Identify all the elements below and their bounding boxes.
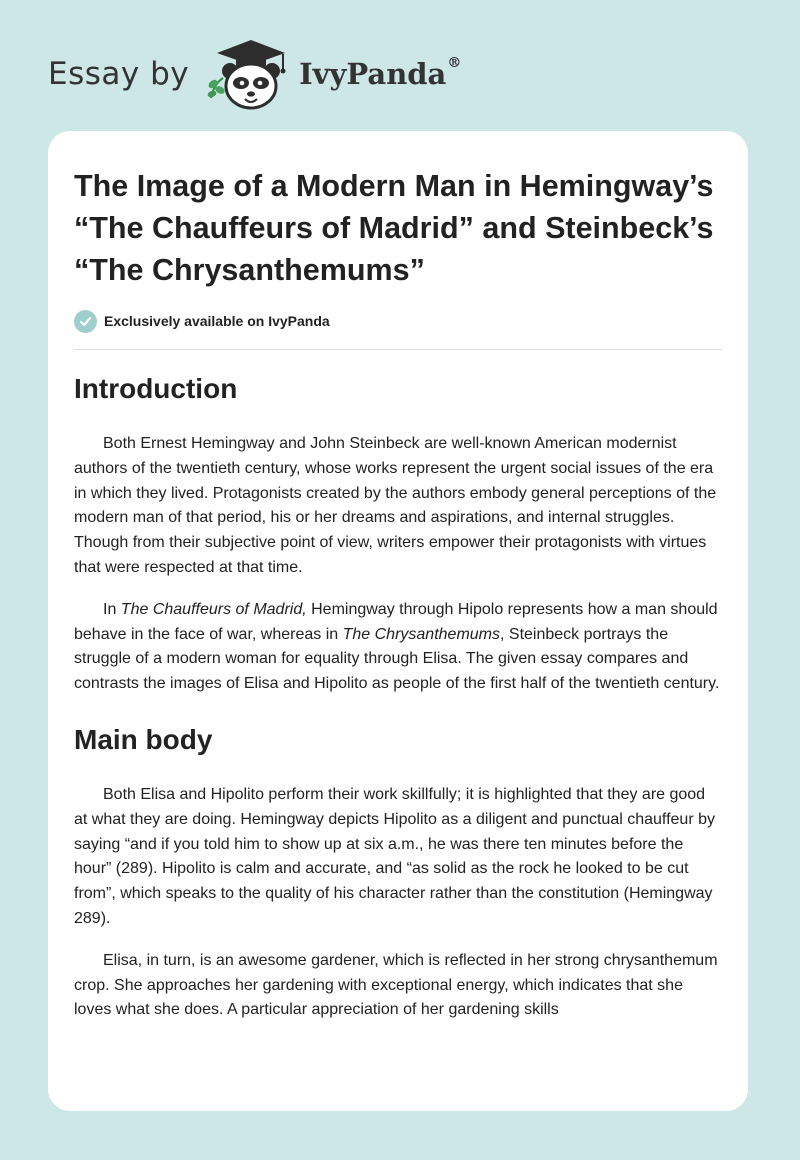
brand-text: IvyPanda <box>299 57 447 91</box>
essay-card <box>48 131 748 1111</box>
registered-mark: ® <box>447 55 462 71</box>
check-circle-icon <box>74 310 97 333</box>
essay-content <box>74 131 722 1023</box>
page-title: The Image of a Modern Man in Hemingway’s “The Chauffeurs of Madrid” and Steinbeck’s “The Chrysanthemums” <box>74 169 714 287</box>
section-heading-main-body: Main body <box>74 723 213 755</box>
site-header <box>48 34 461 114</box>
section-heading-introduction: Introduction <box>74 373 238 404</box>
paragraph: Elisa, in turn, is an awesome gardener, which is reflected in her strong chrysanthemum crop. She approaches her gardening with exceptional energy, which indicates that she loves what she does. A particular appreciation of her gardening skills <box>74 951 718 1019</box>
italic-title: The Chauffeurs of Madrid, <box>120 600 307 618</box>
paragraph: Both Elisa and Hipolito perform their work skillfully; it is highlighted that they are good at what they are doing. Hemingway depicts Hipolito as a diligent and punctual chauffeur by saying “and if you told him to show up at six a.m., he was there ten minutes before the hour” (289). Hipolito is calm and accurate, and “as solid as the rock he looked to be cut from”, which speaks to the quality of his character rather than the constitution (Hemingway 289). <box>74 785 715 927</box>
paragraph-text: Hemingway through Hipolo represents how a man should behave in the face of war, whereas in <box>74 600 718 643</box>
brand-name[interactable] <box>299 57 461 91</box>
panda-graduate-logo-icon[interactable] <box>203 36 295 112</box>
paragraph-text: , Steinbeck portrays the struggle of a modern woman for equality through Elisa. The given essay compares and contrasts the images of Elisa and Hipolito as people of the first half of the twentieth century. <box>74 625 720 693</box>
exclusive-text: Exclusively available on IvyPanda <box>104 313 330 329</box>
paragraph <box>74 598 722 697</box>
paragraph-text: In <box>103 600 121 618</box>
essay-by-label: Essay by <box>48 56 190 92</box>
divider <box>74 349 722 350</box>
exclusive-badge <box>74 307 722 335</box>
italic-title: The Chrysanthemums <box>342 625 500 643</box>
paragraph: Both Ernest Hemingway and John Steinbeck are well-known American modernist authors of the twentieth century, whose works represent the urgent social issues of the era in which they lived. Protagonists created by the authors embody general perceptions of the modern man of that period, his or her dreams and aspirations, and internal struggles. Though from their subjective point of view, writers empower their protagonists with virtues that were respected at that time. <box>74 435 717 576</box>
